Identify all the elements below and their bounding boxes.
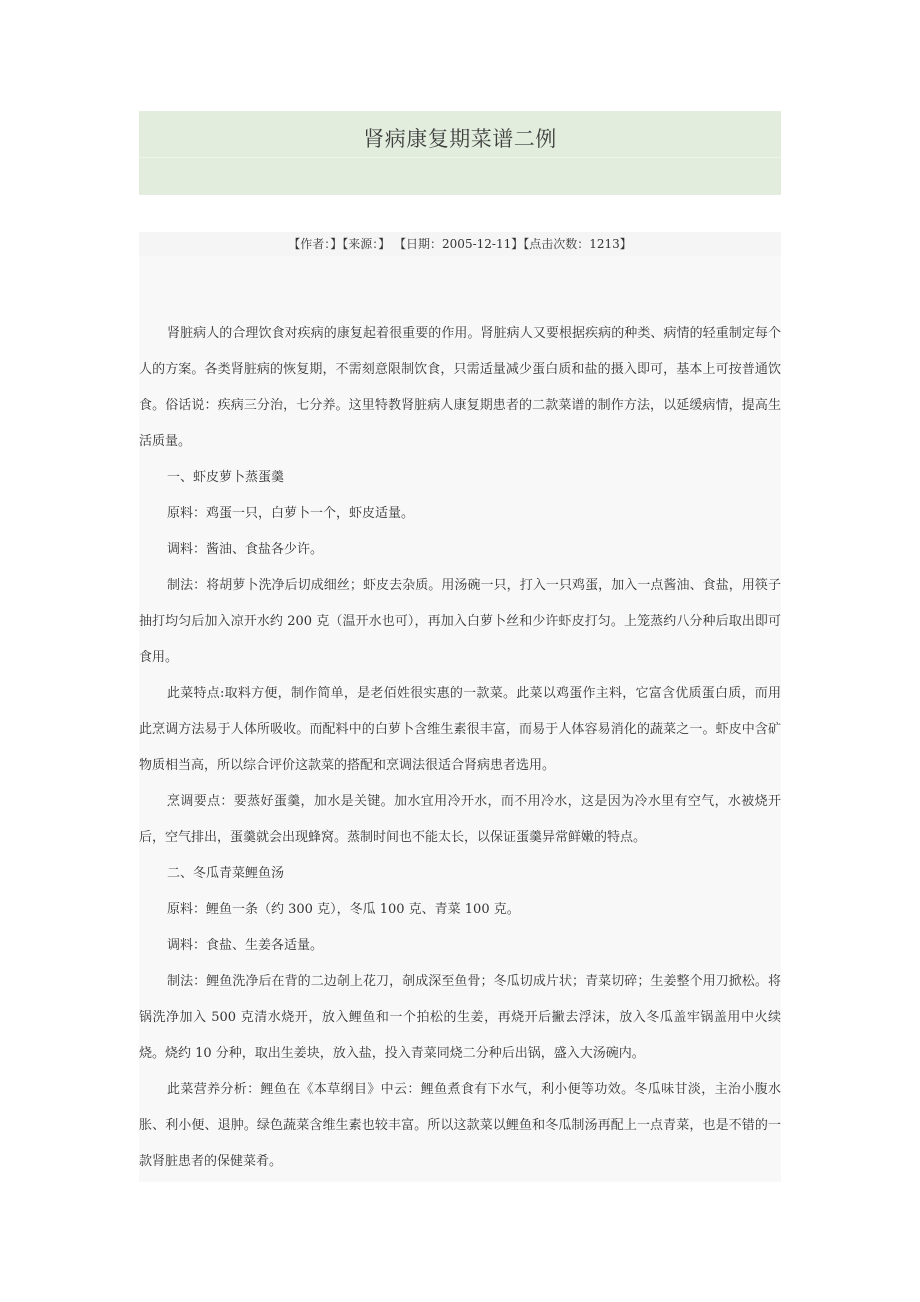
intro-paragraph: 肾脏病人的合理饮食对疾病的康复起着很重要的作用。肾脏病人又要根据疾病的种类、病情的轻重制定每个人的方案。各类肾脏病的恢复期，不需刻意限制饮食，只需适量减少蛋白质和盐的摄入即可，基本上可按普通饮食。俗话说：疾病三分治，七分养。这里特教肾脏病人康复期患者的二款菜谱的制作方法，以延缓病情，提高生活质量。 xyxy=(139,326,781,449)
recipe-1-features: 此菜特点:取料方便，制作简单，是老佰姓很实惠的一款菜。此菜以鸡蛋作主料，它富含优质蛋白质，而用此烹调方法易于人体所吸收。而配料中的白萝卜含维生素很丰富，而易于人体容易消化的蔬菜之一。虾皮中含矿物质相当高，所以综合评价这款菜的搭配和烹调法很适合肾病患者选用。 xyxy=(139,686,781,773)
recipe-2-ingredients: 原料：鲤鱼一条（约 300 克），冬瓜 100 克、青菜 100 克。 xyxy=(167,902,520,917)
article-body xyxy=(139,316,781,1180)
recipe-2-method: 制法：鲤鱼洗净后在背的二边剞上花刀，剞成深至鱼骨；冬瓜切成片状；青菜切碎；生姜整个用刀掀松。将锅洗净加入 500 克清水烧开，放入鲤鱼和一个拍松的生姜，再烧开后撇去浮沫，放入冬瓜盖牢锅盖用中火续烧。烧约 10 分种，取出生姜块，放入盐，投入青菜同烧二分种后出锅，盛入大汤碗内。 xyxy=(139,974,781,1061)
recipe-2-nutrition: 此菜营养分析：鲤鱼在《本草纲目》中云：鲤鱼煮食有下水气，利小便等功效。冬瓜味甘淡，主治小腹水胀、利小便、退肿。绿色蔬菜含维生素也较丰富。所以这款菜以鲤鱼和冬瓜制汤再配上一点青菜，也是不错的一款肾脏患者的保健菜肴。 xyxy=(139,1082,781,1169)
banner-divider xyxy=(139,157,781,158)
recipe-1-ingredients: 原料：鸡蛋一只，白萝卜一个，虾皮适量。 xyxy=(167,506,415,521)
recipe-1-method: 制法：将胡萝卜洗净后切成细丝；虾皮去杂质。用汤碗一只，打入一只鸡蛋，加入一点酱油、食盐，用筷子抽打均匀后加入凉开水约 200 克（温开水也可），再加入白萝卜丝和少许虾皮打匀。上笼蒸约八分种后取出即可食用。 xyxy=(139,578,781,665)
recipe-2-heading: 二、冬瓜青菜鲤鱼汤 xyxy=(167,866,285,881)
recipe-2-seasoning: 调料：食盐、生姜各适量。 xyxy=(167,938,324,953)
article-meta: 【作者：】【来源：】 【日期：2005-12-11】【点击次数：1213】 xyxy=(288,237,632,251)
recipe-1-heading: 一、虾皮萝卜蒸蛋羹 xyxy=(167,470,285,485)
recipe-1-cooking-tips: 烹调要点：要蒸好蛋羹，加水是关键。加水宜用冷开水，而不用冷水，这是因为冷水里有空气，水被烧开后，空气排出，蛋羹就会出现蜂窝。蒸制时间也不能太长，以保证蛋羹异常鲜嫩的特点。 xyxy=(139,794,781,845)
page-title: 肾病康复期菜谱二例 xyxy=(363,127,557,151)
recipe-1-seasoning: 调料：酱油、食盐各少许。 xyxy=(167,542,324,557)
